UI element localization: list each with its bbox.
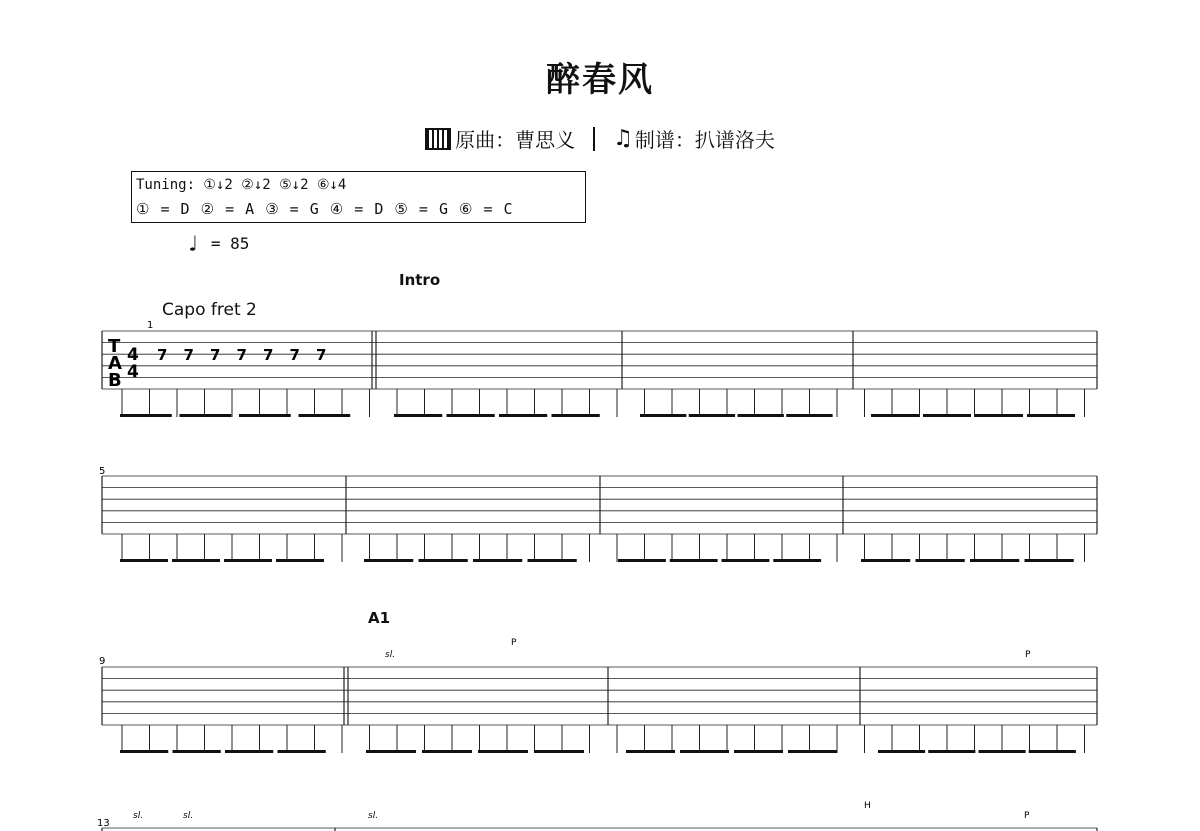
section-intro: Intro bbox=[399, 271, 441, 289]
beam bbox=[225, 750, 273, 753]
beam bbox=[923, 414, 971, 417]
composer-credit: 原曲：曹思义 bbox=[455, 128, 576, 152]
beam bbox=[299, 414, 351, 417]
rest-symbol: 7 bbox=[210, 346, 221, 364]
beam bbox=[689, 414, 735, 417]
quarter-note-icon: ♩ bbox=[186, 232, 200, 257]
beam bbox=[734, 750, 783, 753]
beam bbox=[499, 414, 547, 417]
tempo-value: = 85 bbox=[210, 234, 250, 253]
beam bbox=[786, 414, 832, 417]
beam bbox=[1027, 414, 1075, 417]
slide-mark: sl. bbox=[368, 811, 379, 821]
beam bbox=[788, 750, 837, 753]
beam bbox=[640, 414, 686, 417]
beam bbox=[173, 750, 221, 753]
beam bbox=[180, 414, 232, 417]
measure-number-5: 5 bbox=[99, 466, 106, 477]
rest-symbol: 7 bbox=[236, 346, 247, 364]
section-a1: A1 bbox=[368, 609, 391, 627]
tab-clef-b: B bbox=[108, 370, 122, 391]
beam bbox=[276, 559, 324, 562]
tab-clef-a: A bbox=[108, 353, 122, 374]
beam bbox=[120, 414, 172, 417]
beam bbox=[172, 559, 220, 562]
rest-symbol: 7 bbox=[263, 346, 274, 364]
beam bbox=[364, 559, 413, 562]
beam bbox=[422, 750, 472, 753]
beam bbox=[528, 559, 577, 562]
rest-symbol: 7 bbox=[157, 346, 168, 364]
beam bbox=[224, 559, 272, 562]
beam bbox=[1025, 559, 1074, 562]
score-title: 醉春风 bbox=[546, 60, 654, 100]
beam bbox=[680, 750, 729, 753]
beam bbox=[738, 414, 784, 417]
beam bbox=[773, 559, 821, 562]
time-signature-top: 4 bbox=[127, 345, 139, 365]
tuning-line-2: ① = D ② = A ③ = G ④ = D ⑤ = G ⑥ = C bbox=[136, 200, 514, 218]
pull-off-mark: P bbox=[511, 638, 517, 648]
beam bbox=[878, 750, 925, 753]
music-note-icon: ♫ bbox=[613, 126, 633, 151]
capo-label: Capo fret 2 bbox=[162, 300, 257, 320]
tuning-line-1: Tuning: ①↓2 ②↓2 ⑤↓2 ⑥↓4 bbox=[136, 177, 347, 193]
tab-clef-t: T bbox=[108, 336, 121, 357]
measure-number-1: 1 bbox=[147, 320, 154, 331]
beam bbox=[618, 559, 666, 562]
beam bbox=[722, 559, 770, 562]
beam bbox=[1029, 750, 1076, 753]
fret-numbers bbox=[157, 346, 326, 364]
beam bbox=[916, 559, 965, 562]
beam bbox=[552, 414, 600, 417]
beam bbox=[626, 750, 675, 753]
slide-mark: sl. bbox=[385, 650, 396, 660]
time-signature-bottom: 4 bbox=[127, 362, 139, 382]
slide-mark: sl. bbox=[133, 811, 144, 821]
beam bbox=[534, 750, 584, 753]
rest-symbol: 7 bbox=[289, 346, 300, 364]
beam bbox=[861, 559, 910, 562]
beam bbox=[447, 414, 495, 417]
arranger-credit: 制谱：扒谱洛夫 bbox=[634, 128, 775, 152]
slide-mark: sl. bbox=[183, 811, 194, 821]
pull-off-mark: P bbox=[1025, 650, 1031, 660]
beam bbox=[970, 559, 1019, 562]
tab-staves bbox=[102, 331, 1097, 831]
rest-symbol: 7 bbox=[316, 346, 327, 364]
beam bbox=[419, 559, 468, 562]
rest-symbol: 7 bbox=[183, 346, 194, 364]
beam bbox=[120, 559, 168, 562]
beam bbox=[473, 559, 522, 562]
beam bbox=[670, 559, 718, 562]
beam bbox=[478, 750, 528, 753]
beam bbox=[278, 750, 326, 753]
beam bbox=[928, 750, 975, 753]
beam bbox=[120, 750, 168, 753]
measure-number-9: 9 bbox=[99, 656, 106, 667]
beam bbox=[979, 750, 1026, 753]
measure-number-13: 13 bbox=[97, 818, 110, 829]
beam bbox=[871, 414, 919, 417]
hammer-on-mark: H bbox=[864, 801, 871, 811]
pull-off-mark: P bbox=[1024, 811, 1030, 821]
beam bbox=[975, 414, 1023, 417]
beam bbox=[394, 414, 442, 417]
beam bbox=[239, 414, 291, 417]
beam bbox=[366, 750, 416, 753]
